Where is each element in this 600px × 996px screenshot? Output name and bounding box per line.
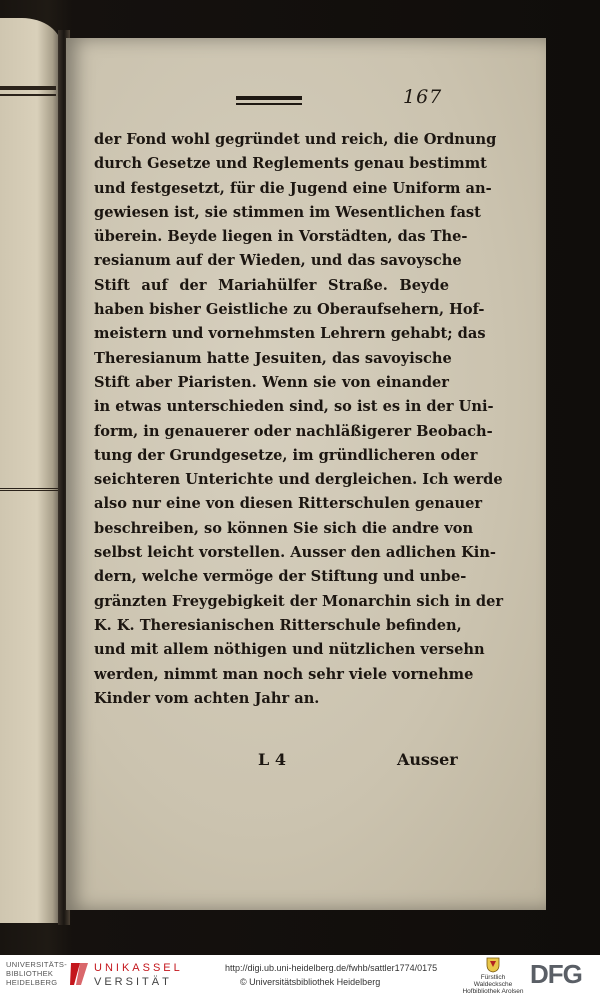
signature-mark: L 4 xyxy=(258,750,286,769)
catchword: Ausser xyxy=(397,750,458,769)
copyright-notice: © Universitätsbibliothek Heidelberg xyxy=(240,977,381,987)
previous-page-edge xyxy=(0,18,62,923)
text-line: in etwas unterschieden sind, so ist es in der Uni- xyxy=(94,398,494,416)
text-line: haben bisher Geistliche zu Oberaufsehern, Hof- xyxy=(94,301,485,319)
arolsen-library-logo[interactable] xyxy=(462,957,524,995)
text-line: gränzten Freygebigkeit der Monarchin sich in der xyxy=(94,592,504,610)
viewer-footer xyxy=(0,955,600,996)
body-text xyxy=(94,128,504,711)
text-line: seichteren Unterichte und dergleichen. Ich werde xyxy=(94,471,503,489)
text-line: Stift auf der Mariahülfer Straße. Beyde xyxy=(94,276,449,294)
text-line: überein. Beyde liegen in Vorstädten, das The- xyxy=(94,228,468,246)
kassel-logo-icon xyxy=(68,961,90,987)
text-line: gewiesen ist, sie stimmen im Wesentlichen fast xyxy=(94,203,481,221)
text-line: Stift aber Piaristen. Wenn sie von einander xyxy=(94,373,449,391)
text-line: und mit allem nöthigen und nützlichen versehn xyxy=(94,641,485,659)
text-line: K. K. Theresianischen Ritterschule befinden, xyxy=(94,616,462,634)
kassel-logo-line1: UNIKASSEL xyxy=(94,962,183,974)
text-line: Kinder vom achten Jahr an. xyxy=(94,689,320,707)
text-line: dern, welche vermöge der Stiftung und unbe- xyxy=(94,568,467,586)
text-line: meistern und vornehmsten Lehrern gehabt; das xyxy=(94,325,486,343)
permalink-url[interactable]: http://digi.ub.uni-heidelberg.de/fwhb/sattler1774/0175 xyxy=(225,963,438,973)
text-line: form, in genauerer oder nachläßigerer Beobach- xyxy=(94,422,493,440)
crest-icon xyxy=(486,957,500,973)
dfg-logo[interactable]: DFG xyxy=(530,959,582,989)
header-ornament-rule xyxy=(236,96,302,105)
heidelberg-library-logo[interactable] xyxy=(6,960,67,987)
text-line: werden, nimmt man noch sehr viele vornehme xyxy=(94,665,474,683)
text-line: also nur eine von diesen Ritterschulen genauer xyxy=(94,495,483,513)
heidelberg-logo-text: UNIVERSITÄTS- BIBLIOTHEK HEIDELBERG xyxy=(6,960,67,987)
text-line: Theresianum hatte Jesuiten, das savoyische xyxy=(94,349,452,367)
book-page xyxy=(66,38,546,910)
text-line: tung der Grundgesetze, im gründlicheren oder xyxy=(94,446,478,464)
text-line: beschreiben, so können Sie sich die andre von xyxy=(94,519,474,537)
text-line: selbst leicht vorstellen. Ausser den adlichen Kin- xyxy=(94,544,496,562)
text-line: durch Gesetze und Reglements genau bestimmt xyxy=(94,155,487,173)
text-line: und festgesetzt, für die Jugend eine Uniform an- xyxy=(94,179,492,197)
text-line: der Fond wohl gegründet und reich, die Ordnung xyxy=(94,131,497,148)
text-line: resianum auf der Wieden, und das savoysche xyxy=(94,252,462,270)
arolsen-logo-text: Fürstlich Waldecksche Hofbibliothek Arolsen xyxy=(462,974,524,995)
kassel-logo-line2: VERSITÄT xyxy=(94,976,172,988)
page-number: 167 xyxy=(403,86,443,108)
